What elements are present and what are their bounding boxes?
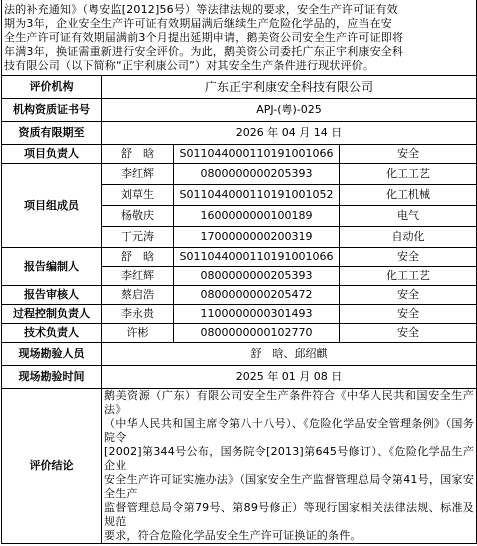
person-cert-id: 1100000000301493 (174, 305, 340, 324)
intro-paragraph (2, 0, 477, 76)
org-label: 评价机构 (2, 76, 102, 99)
reviewer-label: 报告审核人 (2, 286, 102, 305)
person-cert-id: 1700000000200319 (174, 227, 340, 248)
conclusion-line: 要求，符合危险化学品安全生产许可证换证的条件。 (104, 529, 362, 542)
person-cert-id: S011044000110191001066 (174, 248, 340, 267)
intro-line: 全生产许可证有效期届满前3个月提出延期申请，鹅美资公司安全生产许可证即将 (4, 30, 404, 44)
conclusion-line: 安全生产许可证实施办法》（国家安全生产监督管理总局令第41号，国家安全生产 (104, 473, 475, 500)
conclusion-line: 鹅美资源（广东）有限公司安全生产条件符合《中华人民共和国安全生产法》 (104, 389, 475, 416)
conclusion-line: （中华人民共和国主席令第八十八号）、《危险化学品安全管理条例》（国务院令 (104, 417, 475, 444)
table-row (2, 145, 477, 164)
person-cert-id: 0800000000205393 (174, 267, 340, 286)
person-cert-id: 0800000000205472 (174, 286, 340, 305)
table-row (2, 324, 477, 343)
person-cert-id: 0800000000102770 (174, 324, 340, 343)
cert-no-value: APJ-(粤)-025 (102, 99, 477, 122)
conclusion-text (102, 389, 477, 544)
project-lead-label: 项目负责人 (2, 145, 102, 164)
person-field: 自动化 (340, 227, 477, 248)
table-row (2, 164, 477, 185)
person-name: 舒 晗 (102, 145, 174, 164)
person-name: 刘草生 (102, 185, 174, 206)
person-name: 蔡启浩 (102, 286, 174, 305)
person-field: 化工工艺 (340, 267, 477, 286)
person-name: 丁元涛 (102, 227, 174, 248)
person-cert-id: 0800000000205393 (174, 164, 340, 185)
person-field: 电气 (340, 206, 477, 227)
site-staff-value: 舒 晗、邱绍麒 (102, 343, 477, 366)
person-field: 安全 (340, 324, 477, 343)
process-lead-label: 过程控制负责人 (2, 305, 102, 324)
person-field: 安全 (340, 248, 477, 267)
person-cert-id: 1600000000100189 (174, 206, 340, 227)
team-label: 项目组成员 (2, 164, 102, 248)
person-name: 李红辉 (102, 267, 174, 286)
person-name: 杨敬庆 (102, 206, 174, 227)
person-field: 安全 (340, 286, 477, 305)
site-staff-label: 现场勘验人员 (2, 343, 102, 366)
conclusion-line: [2002]第344号公布，国务院令[2013]第645号修订）、《危险化学品生产企业 (104, 445, 475, 472)
tech-lead-label: 技术负责人 (2, 324, 102, 343)
table-row (2, 286, 477, 305)
intro-line: 期为3年，企业安全生产许可证有效期届满后继续生产危险化学品的，应当在安 (4, 16, 392, 30)
conclusion-label: 评价结论 (2, 389, 102, 544)
valid-until-label: 资质有限期至 (2, 122, 102, 145)
person-field: 化工机械 (340, 185, 477, 206)
person-cert-id: S011044000110191001066 (174, 145, 340, 164)
table-row (2, 305, 477, 324)
intro-line: 年满3年，换证需重新进行安全评价。为此，鹅美资公司委托广东正宇利康安全科 (4, 44, 404, 58)
person-cert-id: S011044000110191001052 (174, 185, 340, 206)
report-writer-label: 报告编制人 (2, 248, 102, 286)
intro-line: 技有限公司（以下简称“正宇利康公司”）对其安全生产条件进行现状评价。 (4, 58, 375, 72)
person-name: 许彬 (102, 324, 174, 343)
person-name: 舒 晗 (102, 248, 174, 267)
person-field: 化工工艺 (340, 164, 477, 185)
site-time-value: 2025 年 01 月 08 日 (102, 366, 477, 389)
site-time-label: 现场勘验时间 (2, 366, 102, 389)
org-name: 广东正宇利康安全科技有限公司 (102, 76, 477, 99)
intro-line: 法的补充通知》（粤安监[2012]56号）等法律法规的要求，安全生产许可证有效 (4, 2, 398, 16)
cert-no-label: 机构资质证书号 (2, 99, 102, 122)
person-name: 李永贵 (102, 305, 174, 324)
assessment-info-table (1, 0, 477, 544)
person-name: 李红辉 (102, 164, 174, 185)
table-row (2, 248, 477, 267)
person-field: 安全 (340, 145, 477, 164)
person-field: 安全 (340, 305, 477, 324)
valid-until-value: 2026 年 04 月 14 日 (102, 122, 477, 145)
conclusion-line: 监督管理总局令第79号、第89号修正）等现行国家相关法律法规、标准及规范 (104, 501, 475, 528)
